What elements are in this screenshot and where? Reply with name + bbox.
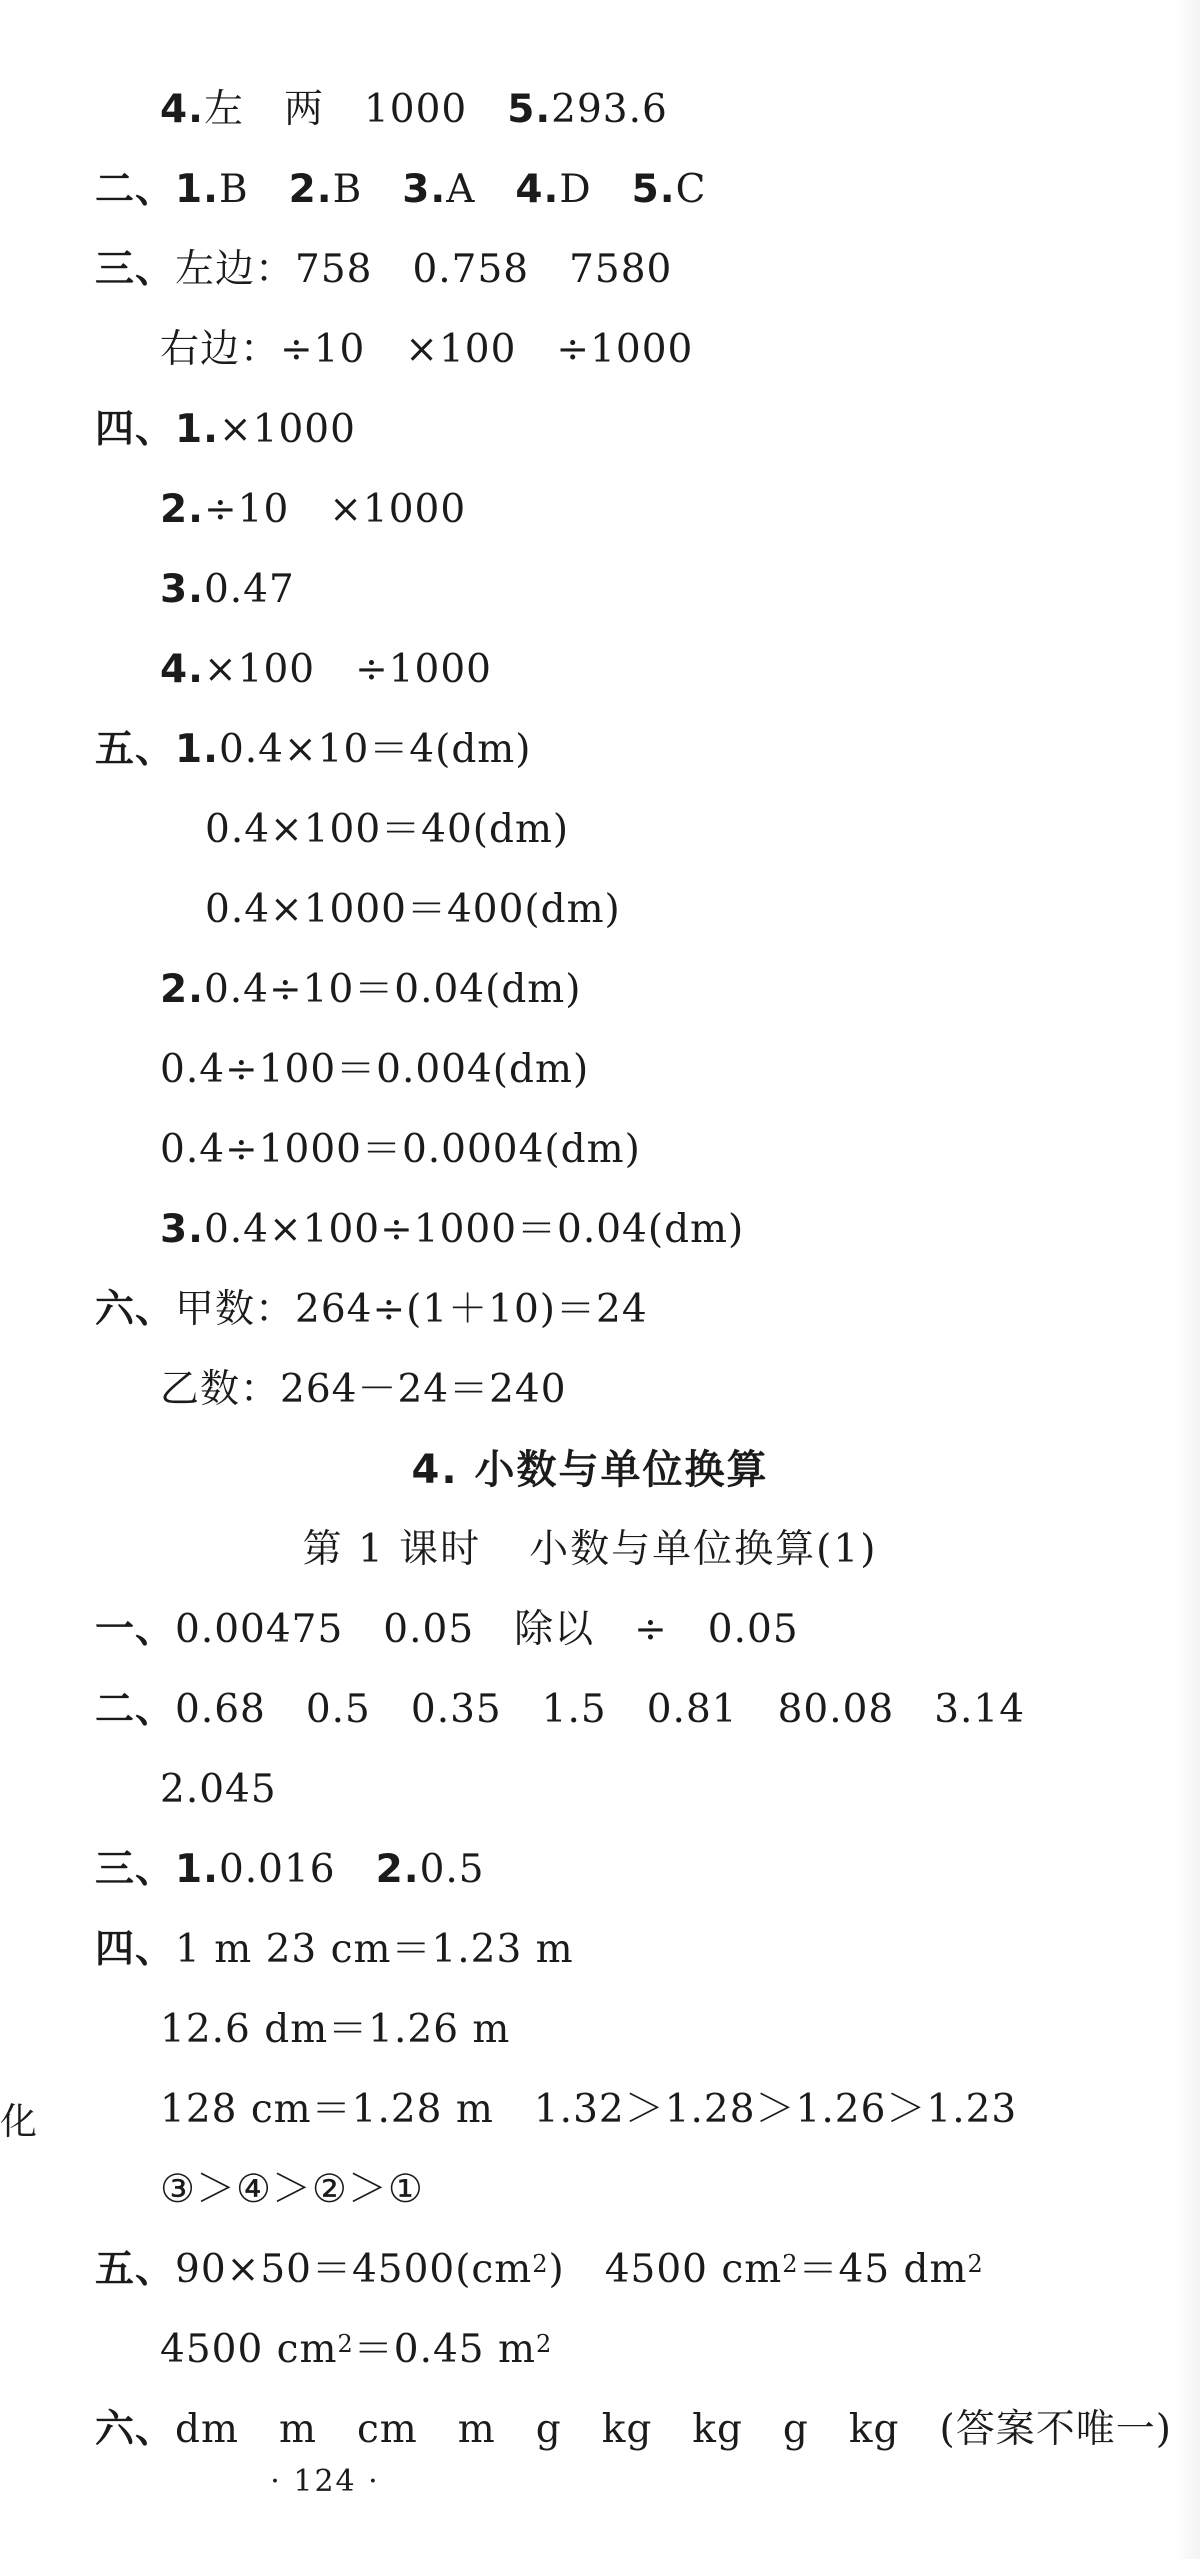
answer-line: [95, 1286, 648, 1334]
answer-line: [95, 726, 532, 774]
item-number: 2.: [160, 487, 204, 532]
answer-text: B: [332, 167, 403, 212]
answer-text: 128 cm＝1.28 m 1.32＞1.28＞1.26＞1.23: [160, 2087, 1018, 2132]
answer-text: 1 m 23 cm＝1.23 m: [175, 1927, 574, 1972]
answer-line: [160, 326, 693, 374]
answer-text: A: [446, 167, 516, 212]
answer-line: [160, 1366, 567, 1414]
answer-text: 左边：758 0.758 7580: [175, 247, 673, 292]
superscript: 2: [337, 2330, 354, 2358]
answer-text: 0.4×1000＝400(dm): [205, 887, 621, 932]
answer-text: C: [675, 167, 707, 212]
answer-text: 0.4×100÷1000＝0.04(dm): [203, 1207, 745, 1252]
item-number: 5.: [507, 87, 552, 132]
answer-text: 4500 cm: [160, 2327, 338, 2372]
answer-text: 0.4×100＝40(dm): [205, 807, 570, 852]
page-number: · 124 ·: [270, 2464, 380, 2499]
margin-fragment: 化: [0, 2100, 37, 2143]
lesson-number: 第 1 课时: [302, 1527, 482, 1572]
answer-line: [95, 1606, 799, 1654]
answer-line: [160, 966, 582, 1014]
answer-text: 90×50＝4500(cm: [175, 2247, 533, 2292]
answer-line: [95, 406, 356, 454]
item-number: 2.: [288, 167, 333, 212]
answer-line: [95, 1846, 485, 1894]
lesson-name: 小数与单位换算(1): [529, 1527, 878, 1572]
superscript: 2: [532, 2250, 549, 2278]
answer-line: [160, 2326, 552, 2374]
answer-line: [205, 886, 621, 934]
answer-text: 甲数：264÷(1＋10)＝24: [175, 1287, 648, 1332]
answer-line: [160, 2006, 510, 2054]
section-heading: 四、: [95, 407, 176, 452]
answer-text: 0.5: [419, 1847, 485, 1892]
answer-text: ×100 ÷1000: [203, 647, 492, 692]
item-number: 3.: [160, 1207, 204, 1252]
answer-text: ＝45 dm: [798, 2247, 968, 2292]
section-heading: 二、: [95, 1687, 176, 1732]
answer-line: [160, 566, 295, 614]
section-heading: 五、: [95, 727, 176, 772]
answer-text: B: [218, 167, 289, 212]
answer-line: [160, 1206, 744, 1254]
answer-text: 2.045: [160, 1767, 277, 1812]
section-heading: 三、: [95, 247, 176, 292]
section-heading: 二、: [95, 167, 176, 212]
answer-line: [160, 486, 466, 534]
section-heading: 一、: [95, 1607, 176, 1652]
item-number: 1.: [175, 1847, 219, 1892]
answer-text: 12.6 dm＝1.26 m: [160, 2007, 511, 2052]
answer-text: 右边：÷10 ×100 ÷1000: [160, 327, 694, 372]
answer-text: D: [559, 167, 632, 212]
item-number: 5.: [631, 167, 676, 212]
section-title: 4. 小数与单位换算: [411, 1447, 769, 1493]
answer-line: [95, 2246, 984, 2294]
answer-line: [160, 2166, 424, 2214]
answer-line: [160, 1126, 641, 1174]
answer-text: 0.4÷100＝0.004(dm): [160, 1047, 590, 1092]
section-heading: 六、: [95, 1287, 176, 1332]
answer-text: 0.016: [218, 1847, 376, 1892]
answer-line: [160, 2086, 1017, 2134]
page-edge-shadow: [1176, 0, 1200, 2559]
answer-text: 0.00475 0.05 除以 ÷ 0.05: [175, 1607, 799, 1652]
answer-line: [160, 646, 492, 694]
answer-text: dm m cm m g kg kg g kg (答案不唯一): [175, 2407, 1172, 2452]
answer-text: ÷10 ×1000: [203, 487, 467, 532]
answer-text: ) 4500 cm: [548, 2247, 783, 2292]
item-number: 4.: [160, 647, 204, 692]
answer-text: 左 两 1000: [203, 87, 508, 132]
answer-line: [95, 246, 672, 294]
answer-text: 乙数：264－24＝240: [160, 1367, 567, 1412]
superscript: 2: [967, 2250, 984, 2278]
section-heading: 五、: [95, 2247, 176, 2292]
answer-line: [205, 806, 569, 854]
item-number: 4.: [515, 167, 560, 212]
item-number: 2.: [160, 967, 204, 1012]
answer-text: 0.4÷1000＝0.0004(dm): [160, 1127, 641, 1172]
item-number: 1.: [175, 407, 219, 452]
answer-line: [160, 86, 668, 134]
answer-text: 0.4÷10＝0.04(dm): [203, 967, 582, 1012]
superscript: 2: [535, 2330, 553, 2358]
item-number: 2.: [375, 1847, 420, 1892]
answer-line: [95, 1686, 1025, 1734]
item-number: 1.: [175, 167, 219, 212]
answer-text: ③＞④＞②＞①: [160, 2167, 424, 2212]
section-heading: 六、: [95, 2407, 176, 2452]
item-number: 1.: [175, 727, 219, 772]
answer-text: ＝0.45 m: [353, 2327, 536, 2372]
section-heading: 四、: [95, 1927, 176, 1972]
answer-text: 293.6: [551, 87, 668, 132]
answer-line: [95, 2406, 1172, 2454]
answer-line: [160, 1766, 277, 1814]
item-number: 4.: [160, 87, 204, 132]
answer-text: 0.4×10＝4(dm): [218, 727, 532, 772]
item-number: 3.: [160, 567, 204, 612]
item-number: 3.: [402, 167, 447, 212]
superscript: 2: [782, 2250, 799, 2278]
answer-line: [95, 166, 706, 214]
answer-line: [160, 1046, 589, 1094]
answer-text: 0.47: [203, 567, 295, 612]
answer-text: 0.68 0.5 0.35 1.5 0.81 80.08 3.14: [175, 1687, 1026, 1732]
answer-line: [95, 1926, 574, 1974]
answer-text: ×1000: [218, 407, 356, 452]
lesson-title: [0, 1526, 1180, 1574]
section-heading: 三、: [95, 1847, 176, 1892]
